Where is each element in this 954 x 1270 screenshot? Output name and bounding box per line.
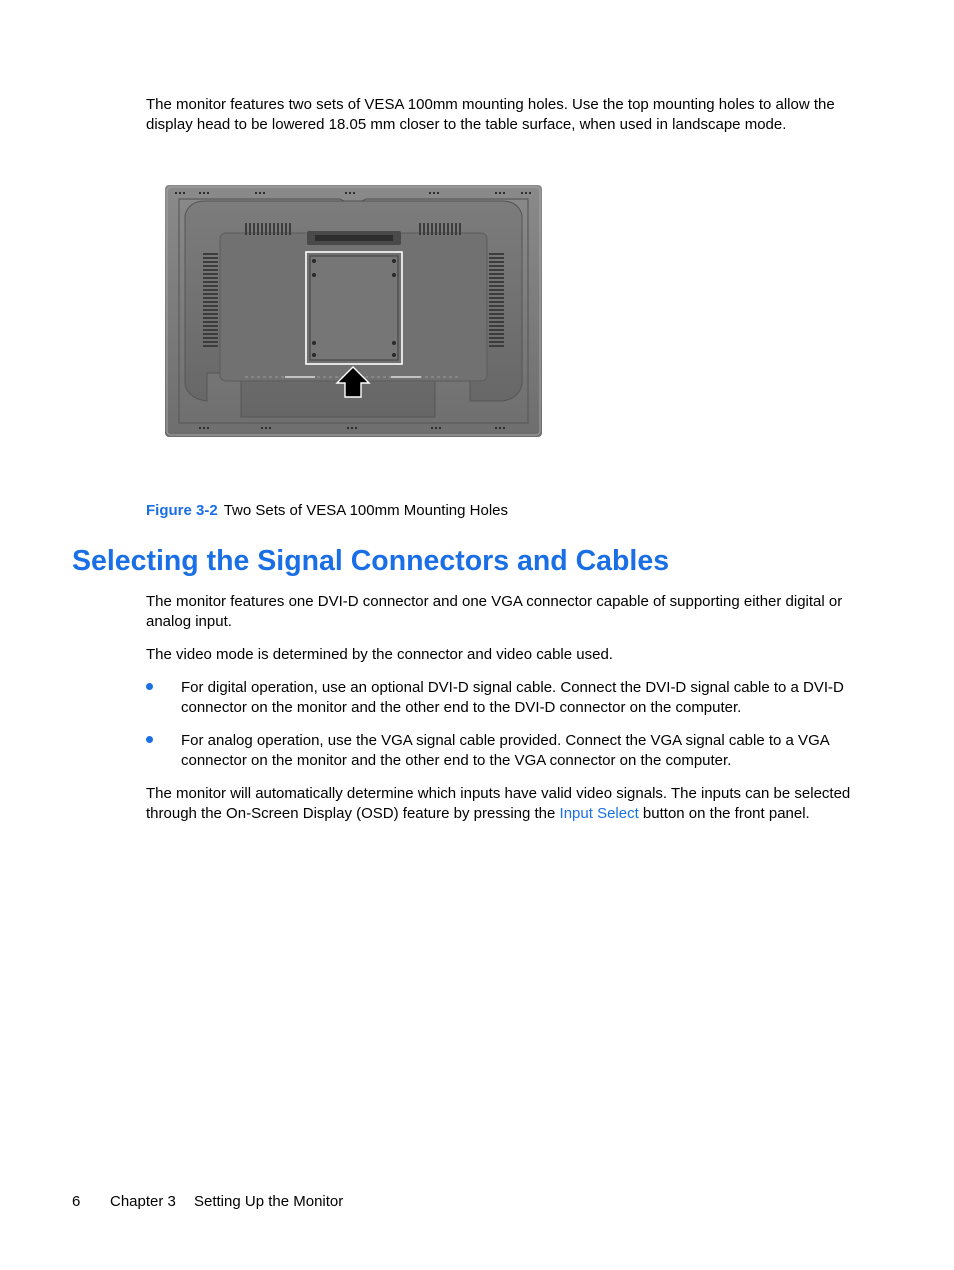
page-number: 6	[72, 1193, 81, 1210]
bullet-icon	[146, 683, 153, 690]
footer-chapter-title: Setting Up the Monitor	[194, 1193, 344, 1210]
figure-caption	[146, 501, 508, 520]
figure-title: Two Sets of VESA 100mm Mounting Holes	[223, 502, 508, 519]
monitor-back-figure	[165, 185, 542, 437]
list-item	[146, 731, 866, 770]
footer-chapter: Chapter 3	[110, 1193, 176, 1210]
bullet-text: For analog operation, use the VGA signal cable provided. Connect the VGA signal cable to a VGA connector on the monitor and the other end to the VGA connector on the computer.	[181, 732, 829, 769]
input-select-link[interactable]: Input Select	[559, 804, 639, 822]
monitor-back-illustration	[165, 185, 542, 437]
osd-paragraph	[146, 784, 866, 823]
section-heading: Selecting the Signal Connectors and Cables	[72, 545, 670, 577]
osd-text-before: The monitor will automatically determine which inputs have valid video signals. The inputs can be selected through the On-Screen Display (OSD) feature by pressing the	[146, 785, 851, 822]
figure-label: Figure 3-2	[146, 502, 218, 519]
bullet-icon	[146, 736, 153, 743]
bullet-text: For digital operation, use an optional DVI-D signal cable. Connect the DVI-D signal cable to a DVI-D connector on the monitor and the other end to the DVI-D connector on the computer.	[181, 679, 844, 716]
intro-paragraph: The monitor features two sets of VESA 100mm mounting holes. Use the top mounting holes to allow the display head to be lowered 18.05 mm closer to the table surface, when used in landscape mode.	[146, 96, 835, 133]
list-item	[146, 678, 866, 717]
osd-text-after: button on the front panel.	[638, 804, 810, 822]
video-mode-paragraph: The video mode is determined by the connector and video cable used.	[146, 646, 613, 663]
connectors-paragraph: The monitor features one DVI-D connector and one VGA connector capable of supporting either digital or analog input.	[146, 593, 843, 630]
bullet-list	[146, 678, 866, 770]
